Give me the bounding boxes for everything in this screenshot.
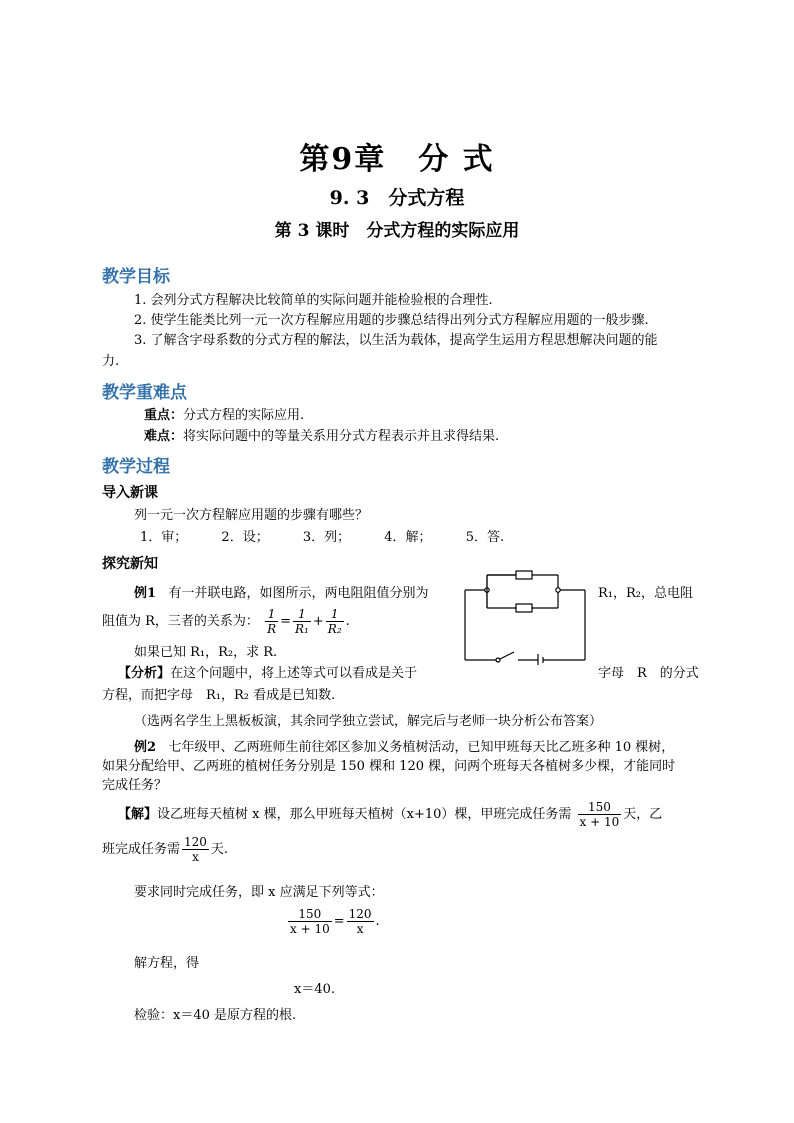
goal-item-2: 2. 使学生能类比列一元一次方程解应用题的步骤总结得出列分式方程解应用题的一般步骤. [134, 313, 649, 328]
check-line: 检验：x＝40 是原方程的根. [134, 1008, 297, 1023]
example1-line2-prefix: 阻值为 R，三者的关系为： [102, 614, 259, 629]
step-3: 3．列； [302, 530, 351, 545]
frac-den: x [182, 849, 209, 864]
frac-den: x + 10 [290, 922, 330, 936]
lesson-title: 第 3 课时 分式方程的实际应用 [274, 221, 520, 241]
solve-line: 解方程，得 [134, 956, 200, 971]
explore-heading: 探究新知 [102, 556, 158, 572]
intro-question: 列一元一次方程解应用题的步骤有哪些？ [134, 508, 369, 523]
example2-line2: 如果分配给甲、乙两班的植树任务分别是 150 棵和 120 棵，问两个班每天各植树多少棵，才能同时 [102, 759, 676, 774]
fraction-150-over-x10 [578, 800, 622, 829]
fraction-1-over-r1 [293, 607, 311, 636]
fraction-1-over-r [265, 607, 278, 636]
intro-heading: 导入新课 [102, 485, 158, 501]
solution-text2b: 天. [210, 842, 229, 857]
equals-sign: = [333, 914, 345, 929]
analysis-text1: 在这个问题中，将上述等式可以看成是关于 [170, 666, 418, 681]
frac-num: 120 [348, 907, 372, 921]
analysis-line2: 方程，而把字母 R₁，R₂ 看成是已知数. [102, 688, 336, 703]
difficult-point [144, 425, 499, 444]
frac-num: 1 [298, 607, 306, 621]
chapter-title: 第9章 分 式 [299, 142, 495, 177]
eq-period: . [375, 914, 380, 929]
difficult-text: 将实际问题中的等量关系用分式方程表示并且求得结果. [183, 429, 500, 444]
example1-note: （选两名学生上黑板板演，其余同学独立尝试，解完后与老师一块分析公布答案） [134, 714, 603, 729]
fraction-1-over-r2 [326, 607, 344, 636]
step-1: 1．审； [140, 530, 188, 545]
example1-line3: 如果已知 R₁，R₂，求 R. [134, 645, 278, 660]
example1-line1-tail: R₁，R₂，总电阻 [598, 586, 693, 601]
steps-row [140, 526, 504, 545]
example2-line3: 完成任务？ [102, 778, 168, 793]
solution-text1: 设乙班每天植树 x 棵，那么甲班每天植树（x+10）棵，甲班完成任务需 [157, 807, 572, 822]
example1-analysis [118, 662, 417, 681]
step-4: 4．解； [384, 530, 432, 545]
goal-item-3: 3. 了解含字母系数的分式方程的解法，以生活为载体，提高学生运用方程思想解决问题的能 [134, 333, 658, 348]
section-title: 9. 3 分式方程 [329, 187, 465, 209]
goals-heading: 教学目标 [102, 267, 170, 287]
equation [286, 907, 380, 936]
difficult-label: 难点： [144, 429, 184, 444]
example2-text1: 七年级甲、乙两班师生前往郊区参加义务植树活动，已知甲班每天比乙班多种 10 棵树， [168, 740, 675, 755]
frac-den: x [347, 921, 374, 936]
key-points-heading: 教学重难点 [102, 383, 187, 403]
frac-den: x + 10 [579, 815, 620, 829]
frac-num: 150 [587, 800, 611, 814]
solution-line2 [102, 835, 228, 864]
frac-num: 150 [298, 907, 322, 921]
requirement-line: 要求同时完成任务，即 x 应满足下列等式： [134, 885, 384, 900]
goal-item-1: 1. 会列分式方程解决比较简单的实际问题并能检验根的合理性. [134, 293, 493, 308]
example1-line1 [134, 582, 428, 601]
fraction-120-over-x [182, 835, 209, 864]
example1-line2: 阻值为 R，三者的关系为： $\frac{1}{R}$ = $\frac{1}{\text{R₁}}$ + $\frac{1}{\text{R₂}}$ . [102, 607, 350, 636]
key-label: 重点： [144, 408, 184, 423]
goal-item-3-cont: 力. [102, 354, 120, 369]
eq-frac-left [288, 907, 332, 936]
step-2: 2．设； [221, 530, 269, 545]
analysis-label: 【分析】 [118, 666, 171, 681]
frac-num: 120 [184, 835, 207, 849]
key-point [144, 404, 304, 423]
solution-text2: 班完成任务需 [102, 842, 181, 857]
example1-text1: 有一并联电路，如图所示，两电阻阻值分别为 [168, 586, 429, 601]
example2-label: 例2 [134, 740, 157, 755]
frac-den: R₁ [295, 622, 309, 636]
frac-den: R₂ [327, 622, 342, 636]
eq-frac-right [347, 907, 374, 936]
solution-label: 【解】 [118, 807, 158, 822]
key-text: 分式方程的实际应用. [183, 408, 305, 423]
process-heading: 教学过程 [102, 457, 170, 477]
example1-label: 例1 [134, 586, 157, 601]
example2-line1 [134, 736, 674, 755]
analysis-tail: 字母 R 的分式 [598, 666, 699, 681]
frac-num: 1 [267, 607, 276, 621]
step-5: 5．答. [465, 530, 505, 545]
frac-den: R [267, 622, 277, 636]
solution-line1 [118, 800, 662, 829]
frac-num: 1 [330, 607, 339, 621]
solution-text1b: 天，乙 [623, 807, 663, 822]
circuit-diagram [460, 565, 590, 665]
result-line: x＝40. [294, 982, 336, 997]
